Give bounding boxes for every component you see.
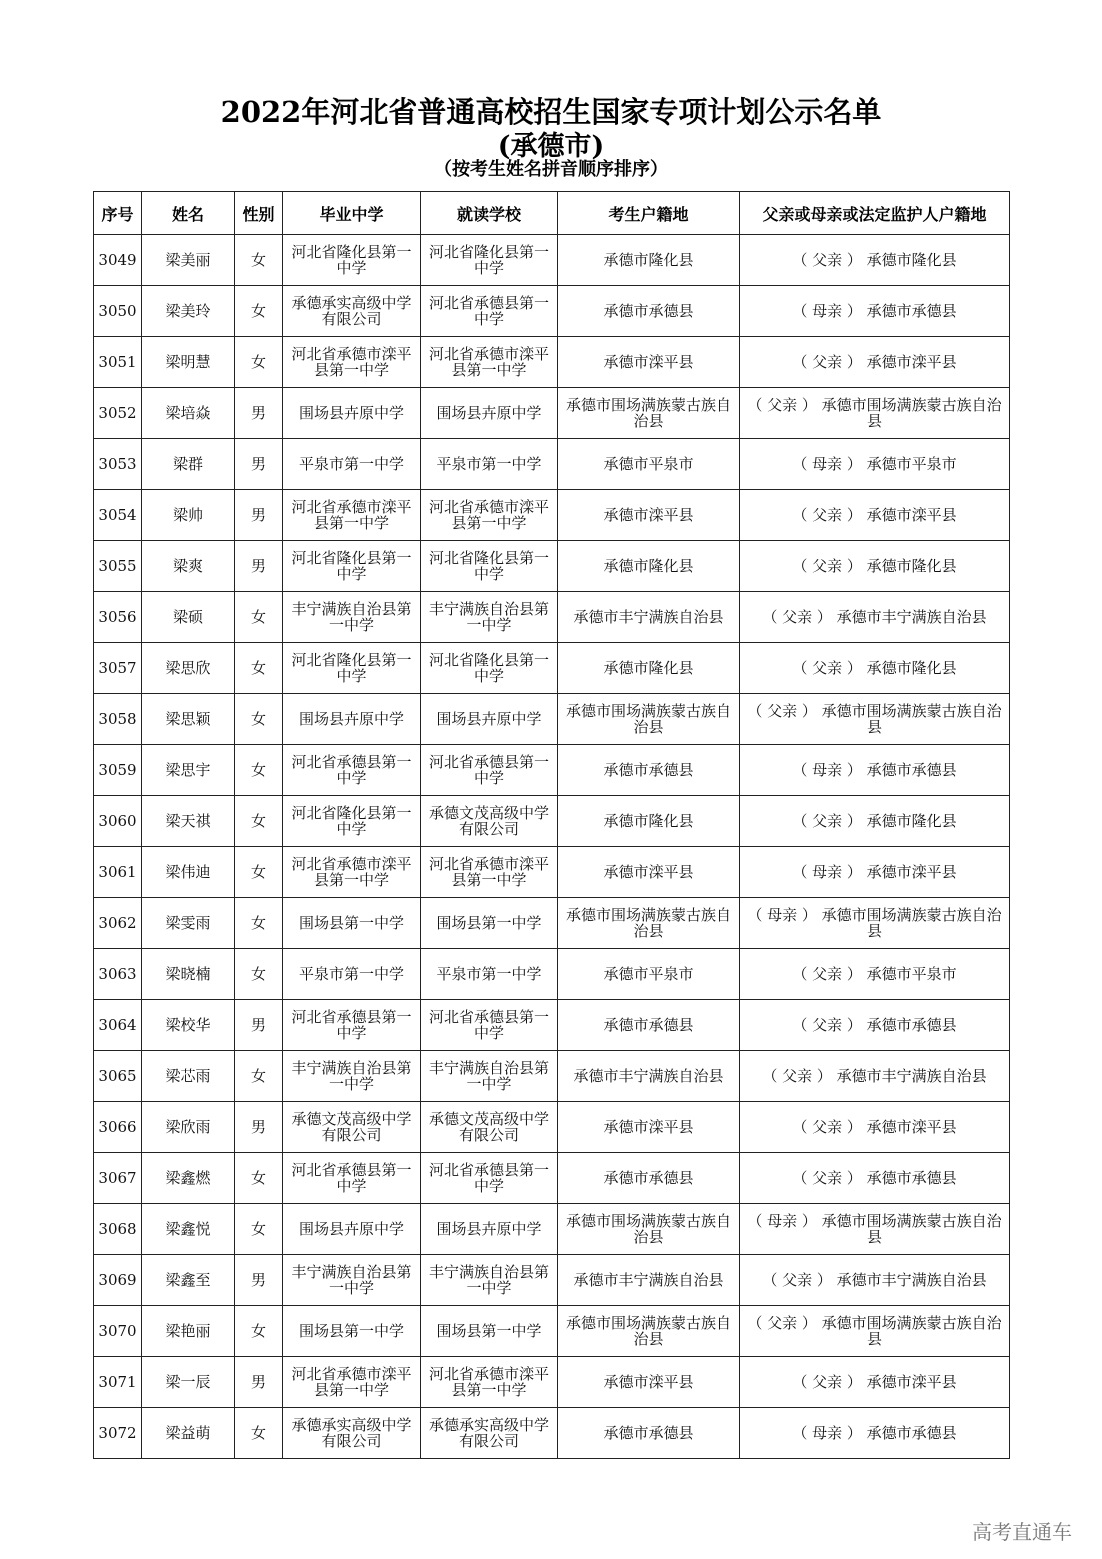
cell-gender: 女 (235, 949, 283, 1000)
cell-graduation-school: 河北省隆化县第一中学 (283, 643, 421, 694)
table-row (94, 286, 1010, 337)
table-row (94, 439, 1010, 490)
cell-guardian-registration: （ 母亲 ） 承德市承德县 (740, 745, 1010, 796)
cell-guardian-registration: （ 父亲 ） 承德市围场满族蒙古族自治县 (740, 1306, 1010, 1357)
cell-current-school: 河北省隆化县第一中学 (421, 235, 558, 286)
cell-gender: 女 (235, 1153, 283, 1204)
cell-number: 3059 (94, 745, 142, 796)
cell-name: 梁思颖 (142, 694, 235, 745)
column-header-graduation-school: 毕业中学 (283, 192, 421, 235)
table-header-row (94, 192, 1010, 235)
cell-number: 3067 (94, 1153, 142, 1204)
table-row (94, 592, 1010, 643)
cell-name: 梁天祺 (142, 796, 235, 847)
cell-household-registration: 承德市围场满族蒙古族自治县 (558, 694, 740, 745)
cell-current-school: 围场县第一中学 (421, 898, 558, 949)
cell-guardian-registration: （ 父亲 ） 承德市承德县 (740, 1000, 1010, 1051)
cell-gender: 男 (235, 1255, 283, 1306)
table-row (94, 1102, 1010, 1153)
cell-guardian-registration: （ 母亲 ） 承德市承德县 (740, 286, 1010, 337)
table-row (94, 1255, 1010, 1306)
cell-guardian-registration: （ 父亲 ） 承德市围场满族蒙古族自治县 (740, 388, 1010, 439)
table-row (94, 337, 1010, 388)
cell-number: 3055 (94, 541, 142, 592)
cell-graduation-school: 河北省承德市滦平县第一中学 (283, 337, 421, 388)
cell-graduation-school: 河北省承德市滦平县第一中学 (283, 490, 421, 541)
cell-graduation-school: 围场县卉原中学 (283, 1204, 421, 1255)
table-row (94, 949, 1010, 1000)
cell-household-registration: 承德市滦平县 (558, 847, 740, 898)
cell-household-registration: 承德市围场满族蒙古族自治县 (558, 1204, 740, 1255)
cell-gender: 男 (235, 388, 283, 439)
cell-guardian-registration: （ 父亲 ） 承德市围场满族蒙古族自治县 (740, 694, 1010, 745)
cell-household-registration: 承德市丰宁满族自治县 (558, 592, 740, 643)
cell-guardian-registration: （ 父亲 ） 承德市隆化县 (740, 796, 1010, 847)
cell-household-registration: 承德市承德县 (558, 1000, 740, 1051)
cell-current-school: 河北省承德县第一中学 (421, 745, 558, 796)
cell-graduation-school: 承德承实高级中学有限公司 (283, 286, 421, 337)
cell-household-registration: 承德市围场满族蒙古族自治县 (558, 1306, 740, 1357)
cell-current-school: 河北省承德县第一中学 (421, 1153, 558, 1204)
cell-number: 3064 (94, 1000, 142, 1051)
table-row (94, 1153, 1010, 1204)
table-row (94, 643, 1010, 694)
table-row (94, 847, 1010, 898)
cell-name: 梁鑫燃 (142, 1153, 235, 1204)
cell-number: 3058 (94, 694, 142, 745)
cell-number: 3071 (94, 1357, 142, 1408)
cell-gender: 女 (235, 1408, 283, 1459)
column-header-gender: 性别 (235, 192, 283, 235)
cell-number: 3051 (94, 337, 142, 388)
cell-gender: 女 (235, 235, 283, 286)
cell-household-registration: 承德市隆化县 (558, 541, 740, 592)
table-row (94, 898, 1010, 949)
cell-gender: 女 (235, 592, 283, 643)
cell-household-registration: 承德市丰宁满族自治县 (558, 1051, 740, 1102)
cell-gender: 女 (235, 643, 283, 694)
table-row (94, 1357, 1010, 1408)
sort-note: （按考生姓名拼音顺序排序） (434, 159, 668, 180)
cell-name: 梁晓楠 (142, 949, 235, 1000)
cell-gender: 女 (235, 286, 283, 337)
cell-number: 3069 (94, 1255, 142, 1306)
cell-guardian-registration: （ 父亲 ） 承德市丰宁满族自治县 (740, 1051, 1010, 1102)
table-row (94, 1204, 1010, 1255)
cell-guardian-registration: （ 父亲 ） 承德市平泉市 (740, 949, 1010, 1000)
cell-name: 梁爽 (142, 541, 235, 592)
cell-name: 梁帅 (142, 490, 235, 541)
cell-current-school: 河北省承德市滦平县第一中学 (421, 1357, 558, 1408)
column-header-current-school: 就读学校 (421, 192, 558, 235)
cell-number: 3050 (94, 286, 142, 337)
cell-household-registration: 承德市平泉市 (558, 949, 740, 1000)
cell-number: 3056 (94, 592, 142, 643)
cell-number: 3072 (94, 1408, 142, 1459)
cell-number: 3065 (94, 1051, 142, 1102)
cell-name: 梁芯雨 (142, 1051, 235, 1102)
cell-guardian-registration: （ 父亲 ） 承德市丰宁满族自治县 (740, 1255, 1010, 1306)
cell-gender: 女 (235, 745, 283, 796)
cell-current-school: 河北省隆化县第一中学 (421, 541, 558, 592)
cell-guardian-registration: （ 父亲 ） 承德市滦平县 (740, 1102, 1010, 1153)
cell-household-registration: 承德市围场满族蒙古族自治县 (558, 388, 740, 439)
cell-current-school: 河北省承德县第一中学 (421, 286, 558, 337)
table-body (94, 235, 1010, 1459)
table-row (94, 541, 1010, 592)
table-row (94, 1306, 1010, 1357)
cell-household-registration: 承德市滦平县 (558, 1357, 740, 1408)
cell-current-school: 丰宁满族自治县第一中学 (421, 592, 558, 643)
cell-household-registration: 承德市隆化县 (558, 643, 740, 694)
column-header-household-registration: 考生户籍地 (558, 192, 740, 235)
cell-household-registration: 承德市承德县 (558, 1408, 740, 1459)
cell-graduation-school: 河北省承德县第一中学 (283, 1000, 421, 1051)
cell-graduation-school: 丰宁满族自治县第一中学 (283, 1255, 421, 1306)
cell-current-school: 承德承实高级中学有限公司 (421, 1408, 558, 1459)
cell-number: 3068 (94, 1204, 142, 1255)
cell-graduation-school: 河北省承德市滦平县第一中学 (283, 1357, 421, 1408)
cell-name: 梁艳丽 (142, 1306, 235, 1357)
cell-graduation-school: 河北省隆化县第一中学 (283, 796, 421, 847)
cell-name: 梁明慧 (142, 337, 235, 388)
cell-name: 梁思宇 (142, 745, 235, 796)
cell-household-registration: 承德市平泉市 (558, 439, 740, 490)
table-row (94, 694, 1010, 745)
cell-household-registration: 承德市隆化县 (558, 796, 740, 847)
cell-name: 梁鑫至 (142, 1255, 235, 1306)
cell-gender: 女 (235, 1306, 283, 1357)
cell-current-school: 平泉市第一中学 (421, 949, 558, 1000)
cell-number: 3054 (94, 490, 142, 541)
cell-number: 3060 (94, 796, 142, 847)
table-row (94, 1051, 1010, 1102)
cell-guardian-registration: （ 父亲 ） 承德市承德县 (740, 1153, 1010, 1204)
cell-current-school: 丰宁满族自治县第一中学 (421, 1255, 558, 1306)
cell-household-registration: 承德市围场满族蒙古族自治县 (558, 898, 740, 949)
cell-guardian-registration: （ 母亲 ） 承德市围场满族蒙古族自治县 (740, 1204, 1010, 1255)
cell-guardian-registration: （ 父亲 ） 承德市隆化县 (740, 541, 1010, 592)
cell-current-school: 围场县卉原中学 (421, 388, 558, 439)
cell-current-school: 河北省承德县第一中学 (421, 1000, 558, 1051)
cell-name: 梁益萌 (142, 1408, 235, 1459)
table-row (94, 1000, 1010, 1051)
cell-number: 3049 (94, 235, 142, 286)
cell-current-school: 承德文茂高级中学有限公司 (421, 1102, 558, 1153)
column-header-guardian-registration: 父亲或母亲或法定监护人户籍地 (740, 192, 1010, 235)
page-title: 2022年河北省普通高校招生国家专项计划公示名单 (220, 95, 882, 129)
cell-graduation-school: 承德承实高级中学有限公司 (283, 1408, 421, 1459)
cell-gender: 男 (235, 1000, 283, 1051)
cell-graduation-school: 围场县卉原中学 (283, 388, 421, 439)
cell-current-school: 河北省隆化县第一中学 (421, 643, 558, 694)
cell-graduation-school: 丰宁满族自治县第一中学 (283, 592, 421, 643)
cell-graduation-school: 承德文茂高级中学有限公司 (283, 1102, 421, 1153)
cell-household-registration: 承德市承德县 (558, 1153, 740, 1204)
cell-guardian-registration: （ 父亲 ） 承德市隆化县 (740, 643, 1010, 694)
cell-name: 梁硕 (142, 592, 235, 643)
page-subtitle: (承德市) (497, 131, 605, 162)
table-row (94, 235, 1010, 286)
cell-current-school: 平泉市第一中学 (421, 439, 558, 490)
cell-household-registration: 承德市滦平县 (558, 490, 740, 541)
cell-guardian-registration: （ 母亲 ） 承德市平泉市 (740, 439, 1010, 490)
cell-name: 梁鑫悦 (142, 1204, 235, 1255)
cell-graduation-school: 平泉市第一中学 (283, 439, 421, 490)
roster-table (93, 191, 1010, 1459)
cell-name: 梁雯雨 (142, 898, 235, 949)
cell-current-school: 围场县卉原中学 (421, 1204, 558, 1255)
cell-gender: 女 (235, 694, 283, 745)
column-header-name: 姓名 (142, 192, 235, 235)
cell-gender: 女 (235, 796, 283, 847)
cell-household-registration: 承德市承德县 (558, 286, 740, 337)
cell-name: 梁欣雨 (142, 1102, 235, 1153)
cell-name: 梁校华 (142, 1000, 235, 1051)
cell-number: 3053 (94, 439, 142, 490)
column-header-number: 序号 (94, 192, 142, 235)
cell-gender: 男 (235, 541, 283, 592)
cell-number: 3061 (94, 847, 142, 898)
cell-graduation-school: 平泉市第一中学 (283, 949, 421, 1000)
cell-graduation-school: 河北省隆化县第一中学 (283, 541, 421, 592)
cell-name: 梁一辰 (142, 1357, 235, 1408)
cell-guardian-registration: （ 母亲 ） 承德市围场满族蒙古族自治县 (740, 898, 1010, 949)
cell-current-school: 河北省承德市滦平县第一中学 (421, 490, 558, 541)
table-row (94, 490, 1010, 541)
cell-guardian-registration: （ 父亲 ） 承德市滦平县 (740, 337, 1010, 388)
cell-current-school: 围场县卉原中学 (421, 694, 558, 745)
cell-gender: 男 (235, 490, 283, 541)
cell-gender: 女 (235, 847, 283, 898)
cell-name: 梁思欣 (142, 643, 235, 694)
cell-name: 梁培焱 (142, 388, 235, 439)
cell-number: 3063 (94, 949, 142, 1000)
cell-number: 3057 (94, 643, 142, 694)
watermark: 高考直通车 (972, 1520, 1072, 1544)
cell-graduation-school: 河北省承德县第一中学 (283, 1153, 421, 1204)
table-row (94, 1408, 1010, 1459)
cell-gender: 女 (235, 337, 283, 388)
cell-guardian-registration: （ 父亲 ） 承德市隆化县 (740, 235, 1010, 286)
cell-number: 3066 (94, 1102, 142, 1153)
cell-household-registration: 承德市承德县 (558, 745, 740, 796)
cell-name: 梁美丽 (142, 235, 235, 286)
cell-graduation-school: 河北省承德县第一中学 (283, 745, 421, 796)
cell-gender: 女 (235, 1204, 283, 1255)
cell-graduation-school: 河北省承德市滦平县第一中学 (283, 847, 421, 898)
cell-name: 梁群 (142, 439, 235, 490)
table-row (94, 796, 1010, 847)
cell-guardian-registration: （ 父亲 ） 承德市滦平县 (740, 1357, 1010, 1408)
cell-current-school: 丰宁满族自治县第一中学 (421, 1051, 558, 1102)
cell-graduation-school: 围场县第一中学 (283, 898, 421, 949)
cell-number: 3062 (94, 898, 142, 949)
cell-guardian-registration: （ 母亲 ） 承德市承德县 (740, 1408, 1010, 1459)
cell-graduation-school: 丰宁满族自治县第一中学 (283, 1051, 421, 1102)
cell-household-registration: 承德市滦平县 (558, 1102, 740, 1153)
cell-graduation-school: 围场县第一中学 (283, 1306, 421, 1357)
cell-guardian-registration: （ 父亲 ） 承德市滦平县 (740, 490, 1010, 541)
table-row (94, 388, 1010, 439)
cell-gender: 女 (235, 898, 283, 949)
cell-graduation-school: 河北省隆化县第一中学 (283, 235, 421, 286)
cell-current-school: 河北省承德市滦平县第一中学 (421, 337, 558, 388)
cell-name: 梁伟迪 (142, 847, 235, 898)
cell-household-registration: 承德市隆化县 (558, 235, 740, 286)
cell-current-school: 河北省承德市滦平县第一中学 (421, 847, 558, 898)
cell-gender: 男 (235, 439, 283, 490)
cell-household-registration: 承德市丰宁满族自治县 (558, 1255, 740, 1306)
cell-gender: 女 (235, 1051, 283, 1102)
table-row (94, 745, 1010, 796)
cell-number: 3070 (94, 1306, 142, 1357)
cell-name: 梁美玲 (142, 286, 235, 337)
cell-graduation-school: 围场县卉原中学 (283, 694, 421, 745)
cell-number: 3052 (94, 388, 142, 439)
cell-guardian-registration: （ 父亲 ） 承德市丰宁满族自治县 (740, 592, 1010, 643)
cell-gender: 男 (235, 1102, 283, 1153)
cell-guardian-registration: （ 母亲 ） 承德市滦平县 (740, 847, 1010, 898)
cell-household-registration: 承德市滦平县 (558, 337, 740, 388)
cell-current-school: 围场县第一中学 (421, 1306, 558, 1357)
cell-gender: 男 (235, 1357, 283, 1408)
cell-current-school: 承德文茂高级中学有限公司 (421, 796, 558, 847)
